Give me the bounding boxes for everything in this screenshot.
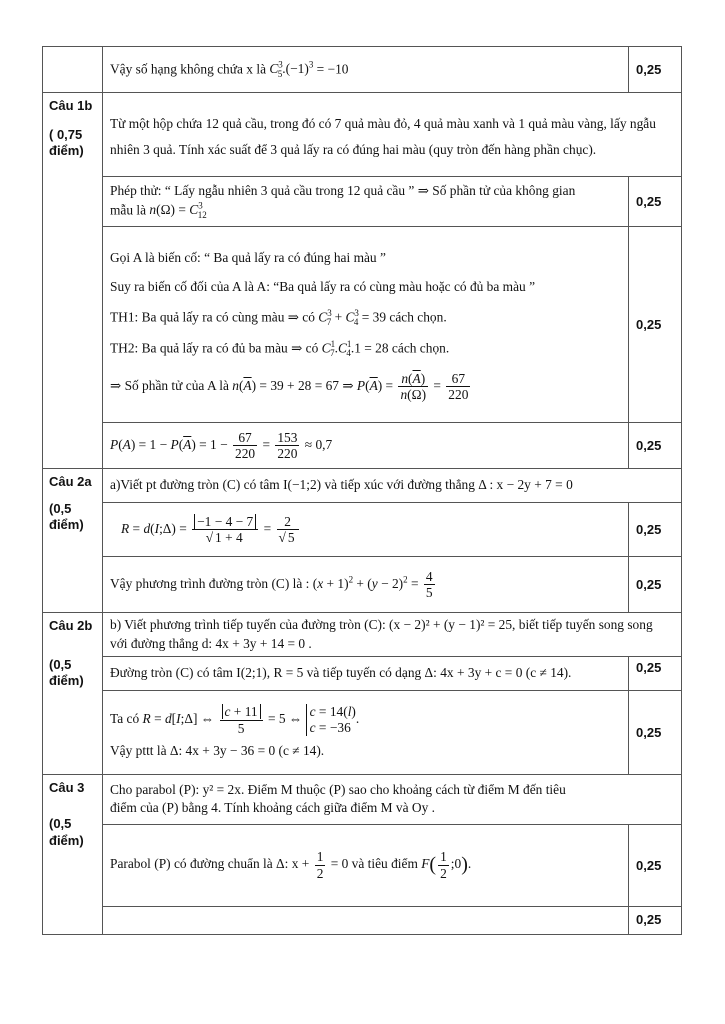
solution-step-cell [103, 503, 629, 557]
solution-step-cell [103, 657, 629, 691]
empty-label-cell [43, 227, 103, 423]
solution-step-cell [103, 824, 629, 906]
score-cell: 0,25 [629, 503, 682, 557]
step-text: TH1: Ba quả lấy ra có cùng màu ⇒ có [110, 308, 319, 324]
problem-statement-1b [103, 93, 682, 177]
empty-label-cell [43, 47, 103, 93]
empty-label-cell [43, 690, 103, 774]
question-score: ( 0,75 điểm) [49, 126, 84, 159]
step-text: Ta có [110, 711, 143, 727]
directrix-line: Parabol (P) có đường chuẩn là Δ: x + $\frac{1}{2}$ = 0 và tiêu điểm F( $\frac{1}{2}$ ;0). [110, 849, 472, 881]
solution-step-cell [103, 423, 629, 469]
score-cell: 0,25 [629, 906, 682, 934]
score-cell: 0,25 [629, 177, 682, 227]
score-cell: 0,25 [629, 227, 682, 423]
score-cell: 0,25 [629, 690, 682, 774]
question-title: Câu 1b [49, 98, 93, 113]
conclusion-term-cell [103, 47, 629, 93]
complement-count-line: ⇒ Số phần tử của A là $n(\overline{A}) = 39 + 28 = 67$ ⇒ $P(\overline{A})$ = $\frac{n(\overline{A})}{n(\Omega)}$ = $\frac{67}{220}$ [110, 370, 469, 402]
score-cell: 0,25 [629, 423, 682, 469]
step-text: cách chọn. [388, 340, 450, 356]
question-score: (0,5 điểm) [49, 500, 84, 533]
binomial-expression: $C^3_5.(-1)^3$ [269, 59, 314, 79]
question-title: Câu 2b [49, 618, 93, 633]
question-score-cell [43, 657, 103, 691]
question-title: Câu 2a [49, 474, 92, 489]
empty-label-cell [43, 177, 103, 227]
step-text: Vậy phương trình đường tròn (C) là : [110, 575, 313, 591]
step-text: Gọi A là biến cố: “ Ba quả lấy ra có đúng hai màu ” [110, 249, 386, 265]
question-label-2b [43, 613, 103, 657]
case-2-line: TH2: Ba quả lấy ra có đủ ba màu ⇒ có $C^1_7.C^1_4.1 = 28$ cách chọn. [110, 339, 450, 359]
conclusion-result: = −10 [313, 61, 349, 77]
problem-text: a)Viết pt đường tròn (C) có tâm I(−1;2) và tiếp xúc với đường thẳng Δ : x − 2y + 7 = 0 [110, 477, 573, 493]
score-cell: 0,25 [629, 47, 682, 93]
score-cell: 0,25 [629, 557, 682, 613]
step-text: ⇒ Số phần tử của A là [110, 377, 233, 393]
step-text: = 0 và tiêu điểm [327, 856, 422, 872]
step-text: mẫu là [110, 202, 150, 218]
problem-text: b) Viết phương trình tiếp tuyến của đường tròn (C): (x − 2)² + (y − 1)² = 25, biết tiếp tuyến song song [110, 617, 653, 633]
answer-key-table [42, 46, 682, 935]
step-text: Suy ra biến cố đối của A là A: “Ba quả lấy ra có cùng màu hoặc có đủ ba màu ” [110, 279, 536, 295]
problem-text: Từ một hộp chứa 12 quả cầu, trong đó có 7 quả màu đỏ, 4 quả màu xanh và 1 quả màu vàng, lấy ngẫu nhiên 3 quả. Tính xác suất để 3 quả lấy ra có đúng hai màu (quy tròn đến hàng phần chục). [110, 116, 656, 157]
step-text: Parabol (P) có đường chuẩn là Δ: x + [110, 856, 313, 872]
question-label-2a [43, 469, 103, 503]
solution-step-cell [103, 690, 629, 774]
question-score-cell [43, 816, 103, 906]
step-text: cách chọn. [386, 308, 447, 324]
distance-equation-line: Ta có R = d[I;Δ] ⇔ $\frac{c + 11}{5}$ = 5 ⇔ c = 14(l) c = −36 . [110, 704, 360, 736]
question-title: Câu 3 [49, 779, 85, 795]
problem-text: Cho parabol (P): y² = 2x. Điểm M thuộc (P) sao cho khoảng cách từ điểm M đến tiêu [110, 782, 566, 798]
conclusion-text: Vậy số hạng không chứa x là [110, 61, 270, 77]
step-text: TH2: Ba quả lấy ra có đủ ba màu ⇒ có [110, 340, 322, 356]
step-text: Vậy pttt là Δ: 4x + 3y − 36 = 0 (c ≠ 14). [110, 743, 325, 759]
score-cell: 0,25 [629, 657, 682, 691]
empty-label-cell [43, 423, 103, 469]
question-score-cell [43, 500, 103, 557]
step-text: Đường tròn (C) có tâm I(2;1), R = 5 và tiếp tuyến có dạng Δ: 4x + 3y + c = 0 (c ≠ 14). [110, 665, 572, 681]
empty-label-cell [43, 557, 103, 613]
solution-step-cell [103, 557, 629, 613]
problem-statement-3 [103, 774, 682, 824]
score-cell: 0,25 [629, 824, 682, 906]
problem-text: với đường thẳng d: 4x + 3y + 14 = 0 . [110, 635, 312, 651]
sample-space-formula: $n(\Omega) = C^3_{12}$ [149, 200, 207, 221]
empty-solution-cell [103, 906, 629, 934]
question-score: (0,5 điểm) [49, 816, 84, 849]
step-text: Phép thử: “ Lấy ngẫu nhiên 3 quả cầu trong 12 quả cầu ” ⇒ Số phần tử của không gian [110, 182, 576, 198]
radius-formula: R = d(I;Δ) = $\frac{-1 - 4 - 7}{√ 1 + 4}$ = $\frac{2}{√ 5}$ [121, 521, 301, 536]
solution-step-cell [103, 177, 629, 227]
problem-statement-2b [103, 613, 682, 657]
probability-result: $P(A) = 1 - P(\overline{A}) = 1$ − $\frac{67}{220}$ = $\frac{153}{220}$ ≈ 0,7 [110, 429, 333, 461]
solution-step-cell [103, 227, 629, 423]
problem-text: điểm của (P) bằng 4. Tính khoảng cách giữa điểm M và Oy . [110, 800, 435, 816]
empty-label-cell [43, 906, 103, 934]
problem-statement-2a [103, 469, 682, 503]
question-score: (0,5 điểm) [49, 656, 84, 689]
question-label-1b [43, 93, 103, 177]
circle-equation: $(x + 1)^2 + (y - 2)^2$ = $\frac{4}{5}$ [312, 568, 433, 600]
case-1-line: TH1: Ba quả lấy ra có cùng màu ⇒ có $C^3_7 + C^3_4 = 39$ cách chọn. [110, 307, 447, 327]
